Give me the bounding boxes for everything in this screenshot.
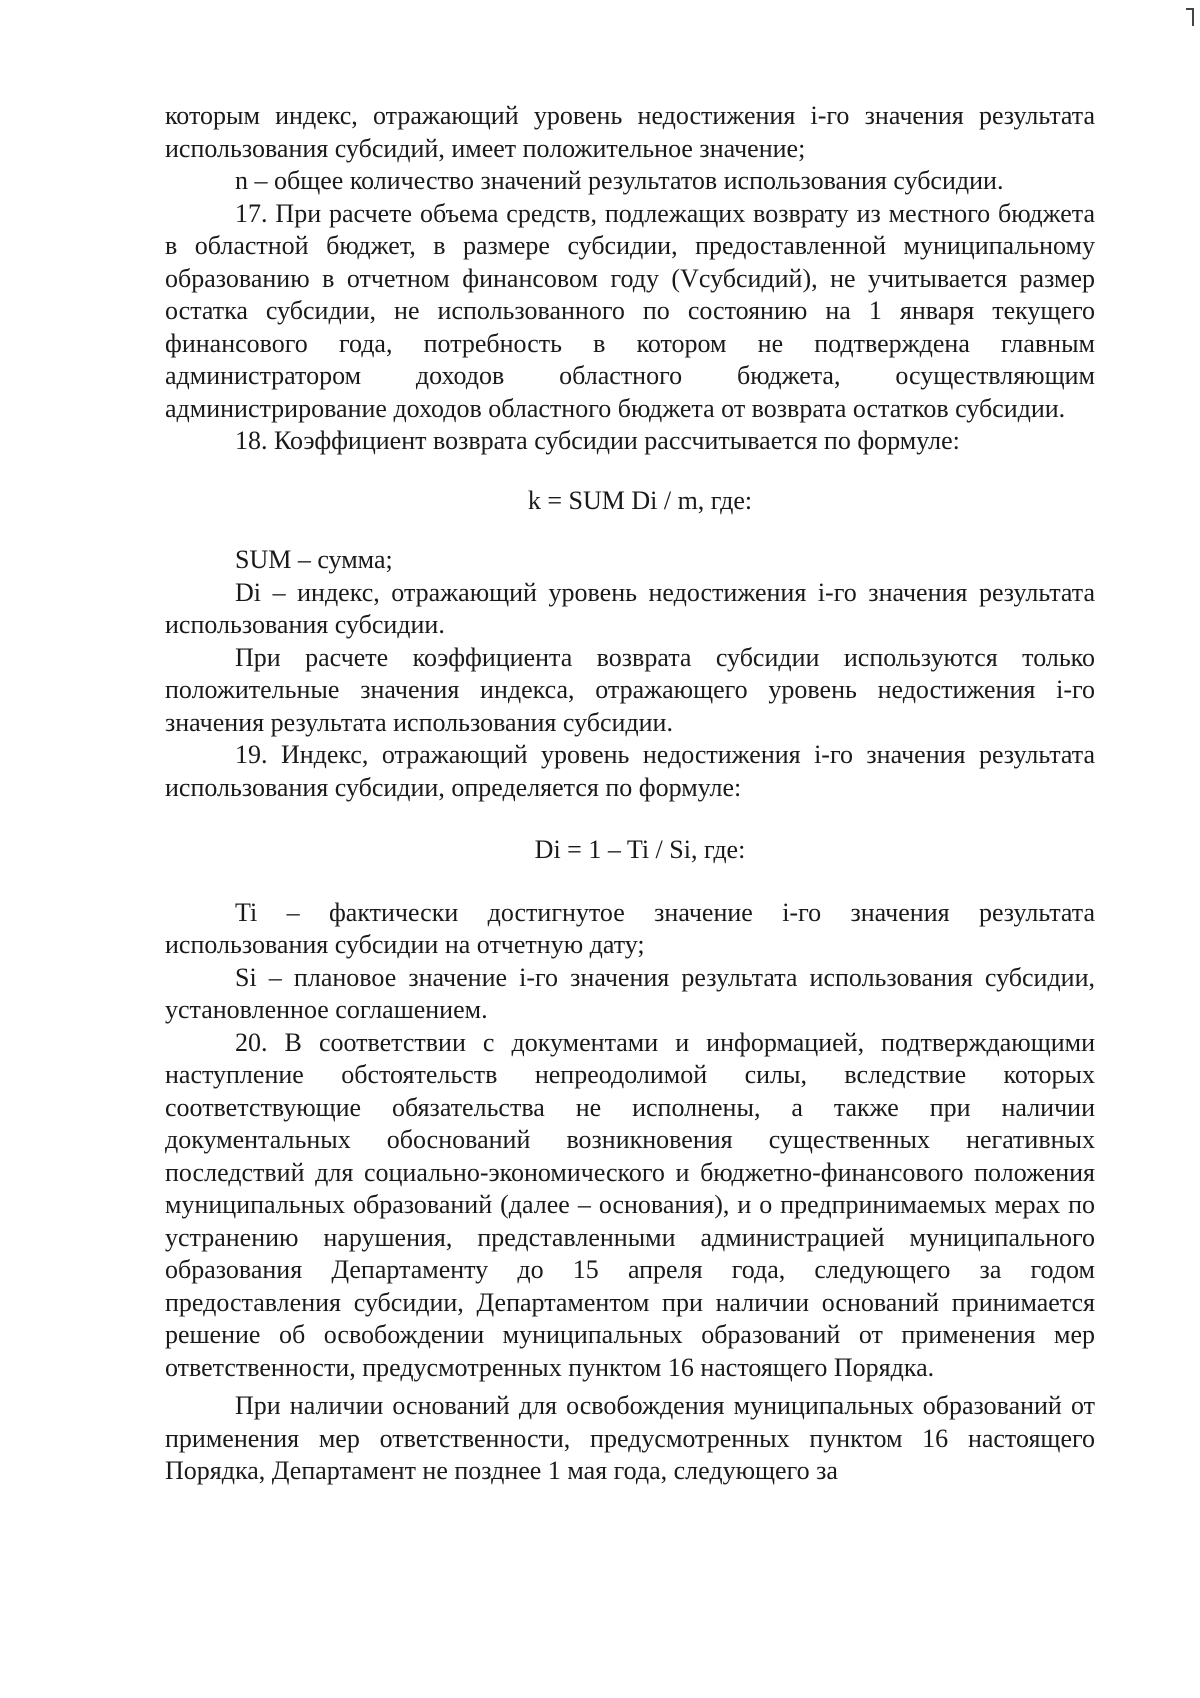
- paragraph-sum-definition: SUM – сумма;: [235, 545, 393, 574]
- paragraph-17: 17. При расчете объема средств, подлежащих возврату из местного бюджета в областной бюджет, в размере субсидии, предоставленной муниципальному образованию в отчетном финансовом году (Vсубсидий), не учитывается размер остатка субсидии, не использованного по состоянию на 1 января текущего финансового года, потребность в котором не подтверждена главным администратором доходов областного бюджета, осуществляющим администрирование доходов областного бюджета от возврата остатков субсидии.: [165, 198, 1095, 423]
- paragraph-20-continuation: При наличии оснований для освобождения муниципальных образований от применения мер ответственности, предусмотренных пунктом 16 настоящего Порядка, Департамент не позднее 1 мая года, следующего за: [165, 1391, 1095, 1485]
- paragraph-di-definition: Di – индекс, отражающий уровень недостижения i-го значения результата использования субсидии.: [165, 577, 1095, 639]
- formula-k: k = SUM Di / m, где:: [527, 485, 753, 515]
- paragraph-note: При расчете коэффициента возврата субсидии используются только положительные значения индекса, отражающего уровень недостижения i-го значения результата использования субсидии.: [165, 642, 1095, 737]
- paragraph-n-definition: n – общее количество значений результатов использования субсидии.: [235, 166, 1004, 195]
- paragraph-20: 20. В соответствии с документами и информацией, подтверждающими наступление обстоятельств непреодолимой силы, вследствие которых соответствующие обязательства не исполнены, а также при наличии документальных обоснований возникновения существенных негативных последствий для социально-экономического и бюджетно-финансового положения муниципальных образований (далее – основания), и о предпринимаемых мерах по устранению нарушения, представленными администрацией муниципального образования Департаменту до 15 апреля года, следующего за годом предоставления субсидии, Департаментом при наличии оснований принимается решение об освобождении муниципальных образований от применения мер ответственности, предусмотренных пунктом 16 настоящего Порядка.: [165, 1027, 1095, 1382]
- paragraph-si-definition: Si – плановое значение i-го значения результата использования субсидии, установленное соглашением.: [165, 962, 1095, 1024]
- scan-corner-mark: [1186, 8, 1194, 26]
- paragraph-continuation: которым индекс, отражающий уровень недостижения i-го значения результата использования субсидий, имеет положительное значение;: [165, 101, 1095, 163]
- paragraph-ti-definition: Ti – фактически достигнутое значение i-го значения результата использования субсидии на отчетную дату;: [165, 897, 1095, 959]
- paragraph-18: 18. Коэффициент возврата субсидии рассчитывается по формуле:: [235, 426, 960, 455]
- document-text: [165, 100, 1095, 1488]
- paragraph-19: 19. Индекс, отражающий уровень недостижения i-го значения результата использования субсидии, определяется по формуле:: [165, 740, 1095, 802]
- formula-di: Di = 1 – Ti / Si, где:: [534, 835, 746, 864]
